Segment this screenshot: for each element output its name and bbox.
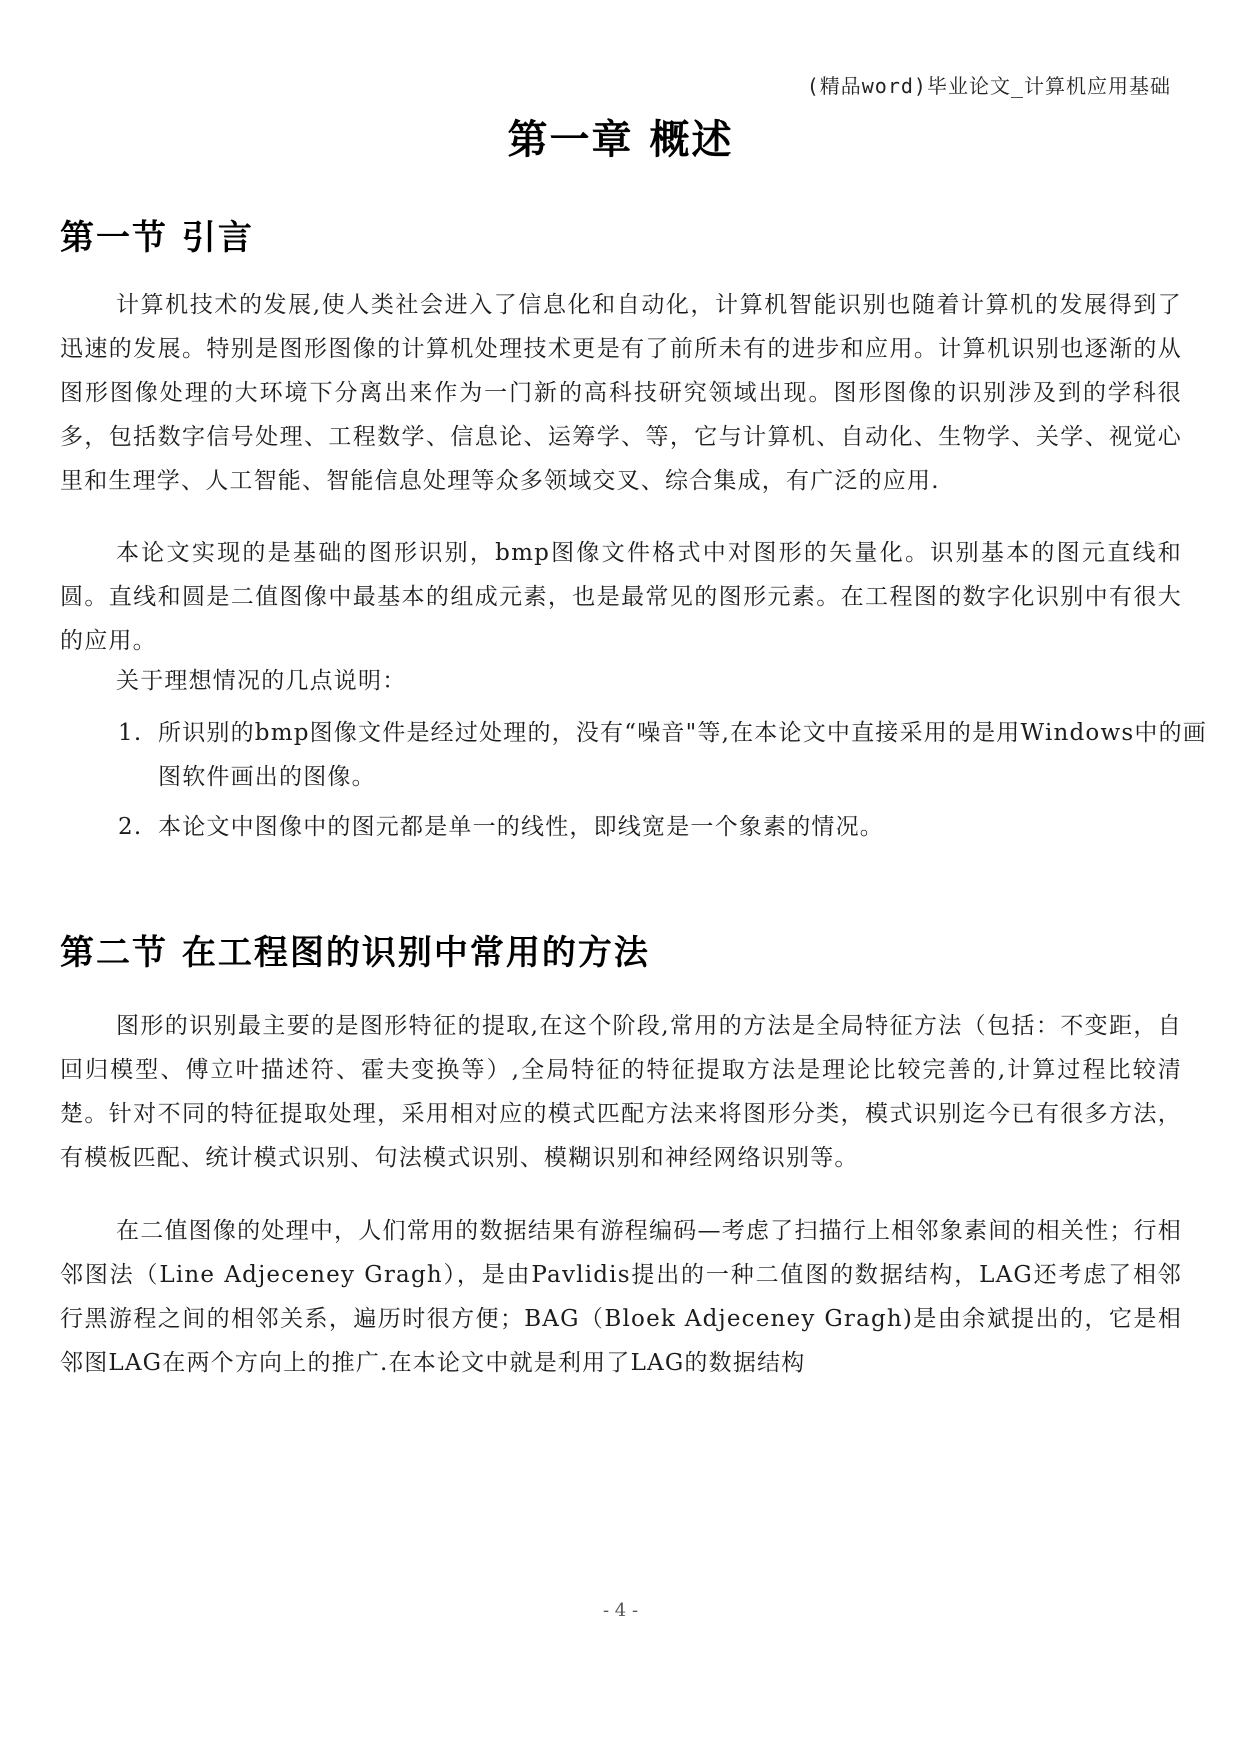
paragraph-methods-2: 在二值图像的处理中，人们常用的数据结果有游程编码—考虑了扫描行上相邻象素间的相关性；行相邻图法（Line Adjeceney Gragh），是由Pavlidis提出的一种二值图的数据结构，LAG还考虑了相邻行黑游程之间的相邻关系，遍历时很方便；BAG（Bloek Adjeceney Gragh)是由余斌提出的，它是相邻图LAG在两个方向上的推广.在本论文中就是利用了LAG的数据结构 (60, 1218, 1182, 1376)
list-item-text: 所识别的bmp图像文件是经过处理的，没有“噪音"等,在本论文中直接采用的是用Windows中的画图软件画出的图像。 (158, 720, 1207, 790)
paragraph-intro-2: 本论文实现的是基础的图形识别，bmp图像文件格式中对图形的矢量化。识别基本的图元直线和圆。直线和圆是二值图像中最基本的组成元素，也是最常见的图形元素。在工程图的数字化识别中有很大的应用。 (60, 540, 1182, 654)
section-title-introduction: 第一节 引言 (60, 218, 254, 258)
list-item-number: 2. (118, 814, 143, 840)
list-item (118, 805, 1220, 849)
paragraph-methods-1: 图形的识别最主要的是图形特征的提取,在这个阶段,常用的方法是全局特征方法（包括：不变距，自回归模型、傅立叶描述符、霍夫变换等）,全局特征的特征提取方法是理论比较完善的,计算过程比较清楚。针对不同的特征提取处理，采用相对应的模式匹配方法来将图形分类，模式识别迄今已有很多方法，有模板匹配、统计模式识别、句法模式识别、模糊识别和神经网络识别等。 (60, 1013, 1182, 1171)
running-header: (精品word)毕业论文_计算机应用基础 (806, 74, 1171, 98)
list-item-text: 本论文中图像中的图元都是单一的线性，即线宽是一个象素的情况。 (158, 814, 884, 840)
page-number: - 4 - (602, 1600, 639, 1621)
paragraph-intro-1: 计算机技术的发展,使人类社会进入了信息化和自动化，计算机智能识别也随着计算机的发展得到了迅速的发展。特别是图形图像的计算机处理技术更是有了前所未有的进步和应用。计算机识别也逐渐的从图形图像处理的大环境下分离出来作为一门新的高科技研究领域出现。图形图像的识别涉及到的学科很多，包括数字信号处理、工程数学、信息论、运筹学、等，它与计算机、自动化、生物学、关学、视觉心里和生理学、人工智能、智能信息处理等众多领域交叉、综合集成，有广泛的应用. (60, 292, 1182, 494)
section-title-methods: 第二节 在工程图的识别中常用的方法 (60, 933, 650, 973)
chapter-title: 第一章 概述 (507, 117, 734, 163)
paragraph-intro-3: 关于理想情况的几点说明： (116, 668, 407, 694)
list-item-number: 1. (118, 720, 143, 746)
list-item (118, 711, 1220, 799)
